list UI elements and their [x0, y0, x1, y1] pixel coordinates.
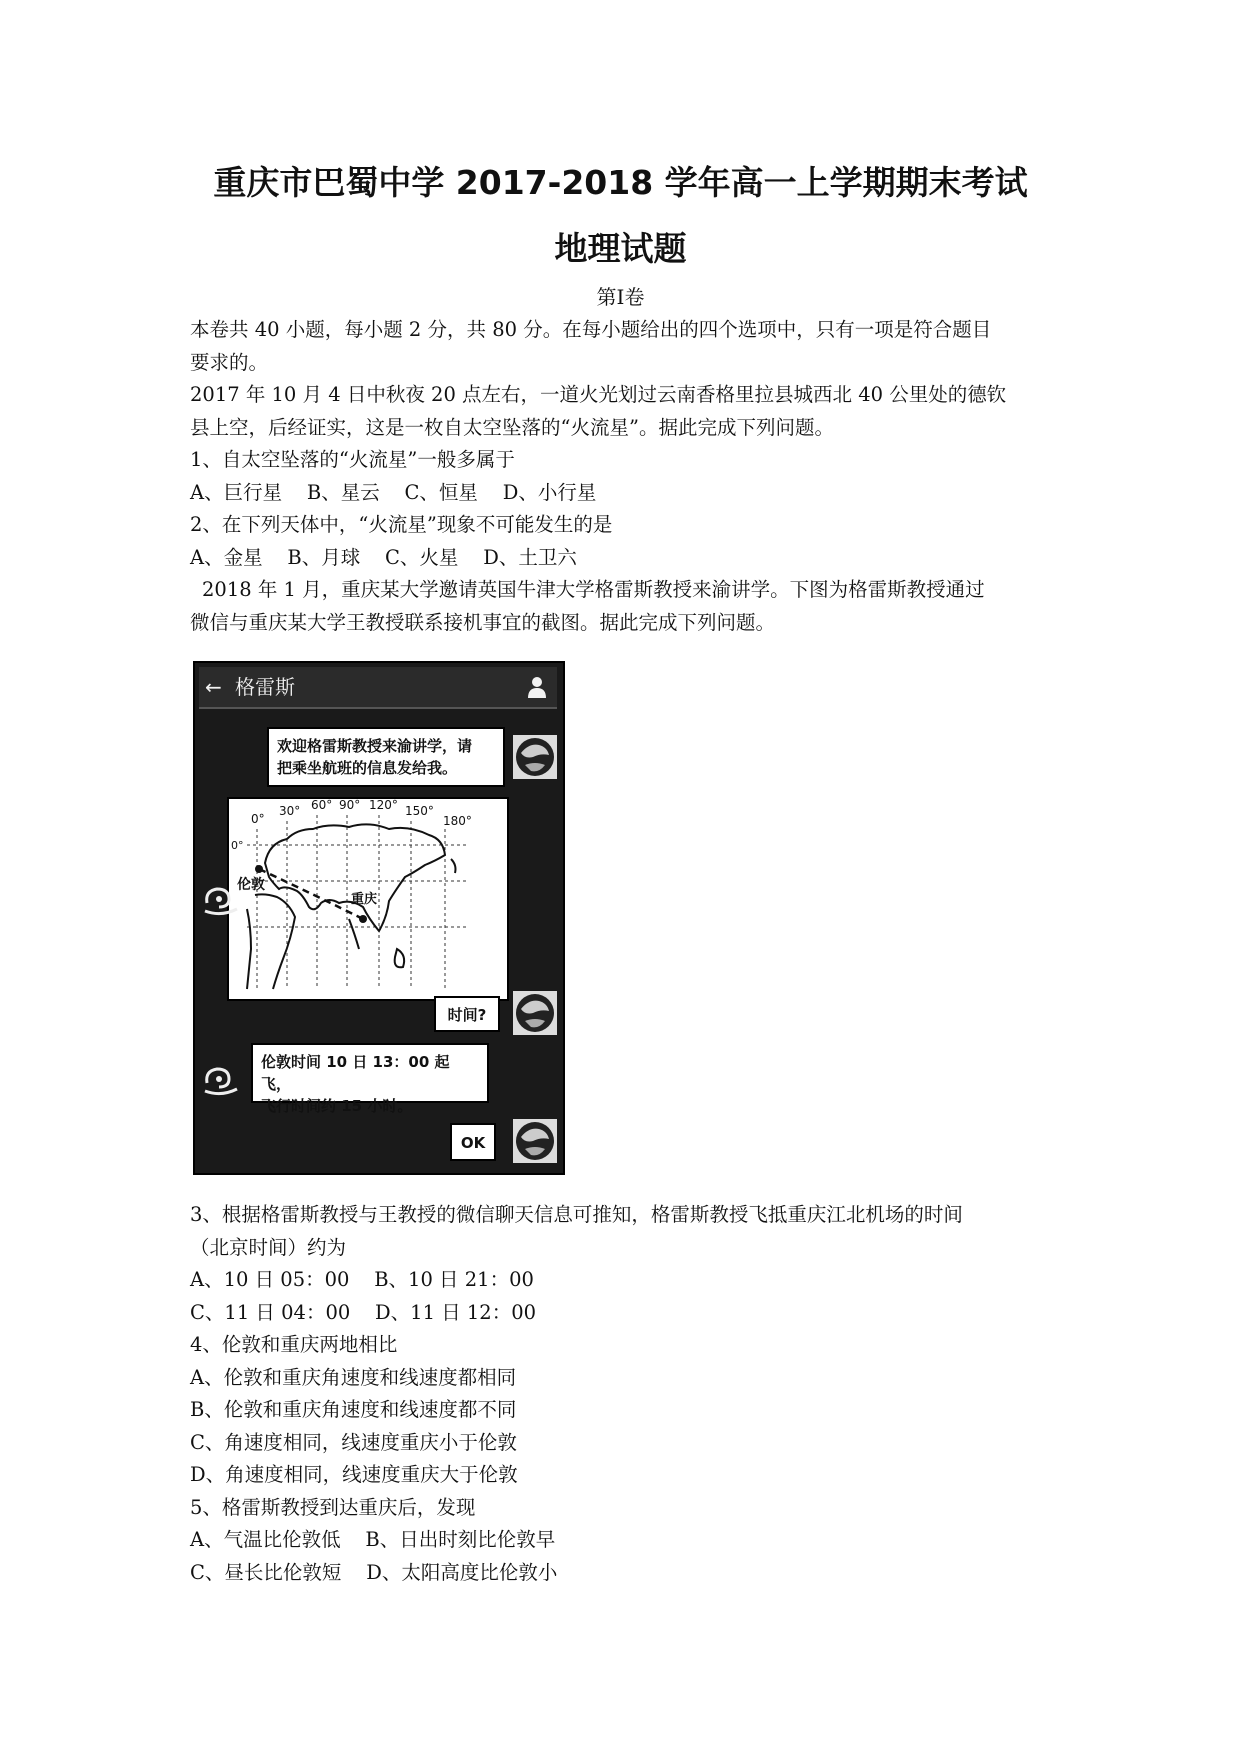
- question-2-options: A、金星 B、月球 C、火星 D、土卫六: [190, 545, 577, 569]
- question-3-stem: 3、根据格雷斯教授与王教授的微信聊天信息可推知，格雷斯教授飞抵重庆江北机场的时间: [190, 1203, 963, 1226]
- upper-text: [190, 314, 1070, 639]
- message-text: 伦敦时间 10 日 13：00 起飞，: [261, 1053, 450, 1093]
- question-5-options: A、气温比伦敦低 B、日出时刻比伦敦早: [190, 1528, 556, 1551]
- message-bubble: [434, 996, 500, 1032]
- city-label-london: 伦敦: [237, 877, 265, 893]
- passage-line: 2018 年 1 月，重庆某大学邀请英国牛津大学格雷斯教授来渝讲学。下图为格雷斯教授通过: [202, 578, 985, 601]
- exam-subject-title: 地理试题: [554, 229, 687, 268]
- question-3-options: A、10 日 05：00 B、10 日 21：00: [190, 1268, 534, 1291]
- section-heading: 第Ⅰ卷: [596, 285, 645, 309]
- message-text: 时间?: [447, 1006, 487, 1024]
- city-label-chongqing: 重庆: [351, 892, 378, 907]
- message-text: 把乘坐航班的信息发给我。: [277, 759, 458, 777]
- message-bubble: [450, 1123, 496, 1161]
- equator-label: 0°: [231, 839, 244, 852]
- swirl-avatar-icon: [199, 877, 243, 921]
- contact-name: 格雷斯: [235, 675, 295, 699]
- back-arrow-icon: ←: [205, 675, 222, 699]
- question-1-options: A、巨行星 B、星云 C、恒星 D、小行星: [190, 480, 597, 504]
- question-2-stem: 2、在下列天体中，“火流星”现象不可能发生的是: [190, 513, 613, 536]
- question-5-options: C、昼长比伦敦短 D、太阳高度比伦敦小: [190, 1560, 558, 1584]
- london-marker: [255, 865, 263, 873]
- question-5-stem: 5、格雷斯教授到达重庆后，发现: [190, 1495, 476, 1519]
- wechat-screenshot: [193, 661, 565, 1175]
- longitude-label: 90°: [339, 799, 361, 812]
- user-profile-icon: [527, 675, 547, 699]
- longitude-label: 60°: [311, 799, 333, 812]
- chat-header: [199, 667, 557, 709]
- question-4-option-c: C、角速度相同，线速度重庆小于伦敦: [190, 1430, 517, 1454]
- question-1-stem: 1、自太空坠落的“火流星”一般多属于: [190, 448, 515, 471]
- longitude-label: 0°: [251, 812, 265, 826]
- longitude-label: 180°: [443, 814, 472, 828]
- world-map-svg: [229, 799, 503, 995]
- instructions-line: 本卷共 40 小题，每小题 2 分，共 80 分。在每小题给出的四个选项中，只有一项是符合题目: [190, 318, 992, 341]
- message-text: 飞行时间约 15 小时。: [261, 1097, 413, 1115]
- flight-route-map: [227, 797, 509, 1001]
- longitude-label: 30°: [279, 804, 301, 818]
- question-4-option-d: D、角速度相同，线速度重庆大于伦敦: [190, 1463, 518, 1486]
- message-bubble: [251, 1043, 489, 1115]
- globe-avatar-icon: [513, 991, 557, 1035]
- message-bubble: [267, 727, 505, 787]
- passage-line: 微信与重庆某大学王教授联系接机事宜的截图。据此完成下列问题。: [190, 610, 776, 634]
- message-text: 欢迎格雷斯教授来渝讲学，请: [277, 737, 473, 755]
- swirl-avatar-icon: [199, 1057, 243, 1101]
- passage-line: 县上空，后经证实，这是一枚自太空坠落的“火流星”。据此完成下列问题。: [190, 415, 834, 439]
- message-text: OK: [460, 1134, 486, 1152]
- question-4-option-b: B、伦敦和重庆角速度和线速度都不同: [190, 1398, 517, 1421]
- passage-line: 2017 年 10 月 4 日中秋夜 20 点左右，一道火光划过云南香格里拉县城西北 40 公里处的德钦: [190, 383, 1007, 406]
- question-3-stem: （北京时间）约为: [190, 1235, 347, 1259]
- longitude-label: 120°: [369, 799, 398, 812]
- lower-text: [190, 1199, 1070, 1589]
- question-4-stem: 4、伦敦和重庆两地相比: [190, 1333, 398, 1356]
- globe-avatar-icon: [513, 1119, 557, 1163]
- question-4-option-a: A、伦敦和重庆角速度和线速度都相同: [190, 1365, 517, 1389]
- exam-title: 重庆市巴蜀中学 2017-2018 学年高一上学期期末考试: [213, 163, 1028, 202]
- question-3-options: C、11 日 04：00 D、11 日 12：00: [190, 1300, 537, 1324]
- longitude-label: 150°: [405, 804, 434, 818]
- chongqing-marker: [359, 915, 367, 923]
- instructions-line: 要求的。: [190, 350, 269, 374]
- globe-avatar-icon: [513, 735, 557, 779]
